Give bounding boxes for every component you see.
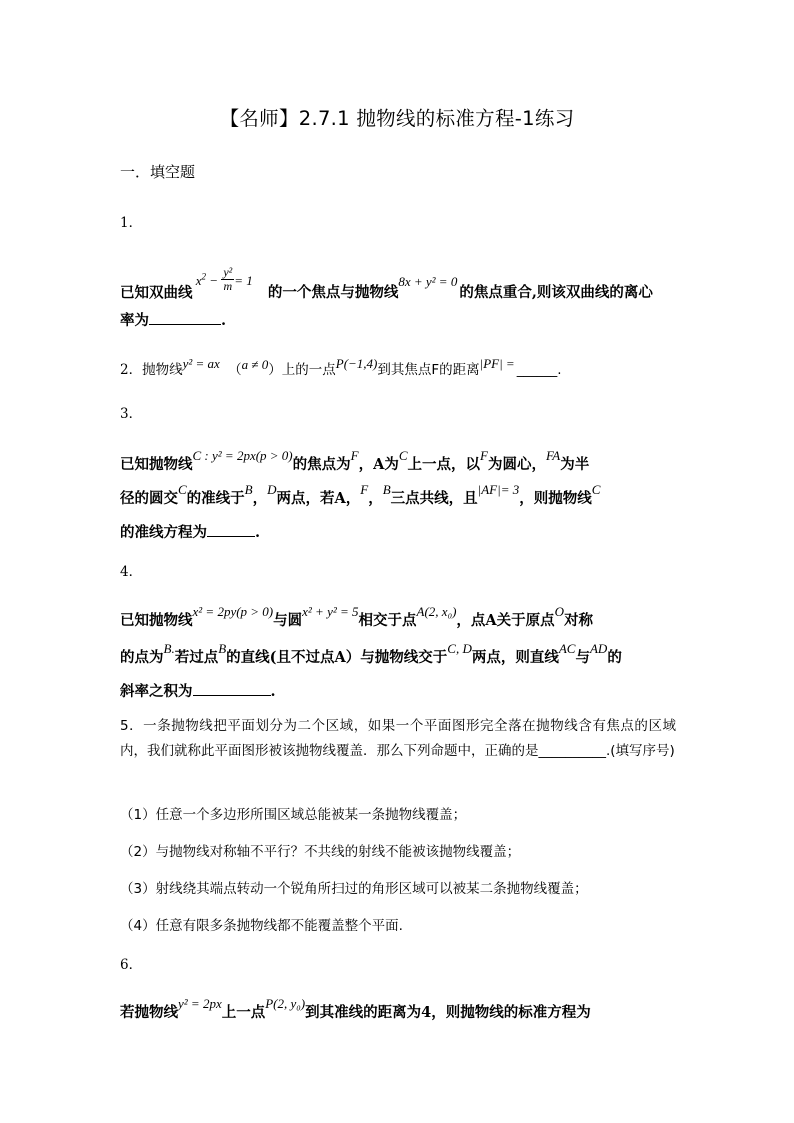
section-heading: 一．填空题	[120, 163, 196, 181]
question-5-option-1: （1）任意一个多边形所围区域总能被某一条抛物线覆盖；	[120, 807, 467, 823]
answer-blank-4[interactable]	[193, 681, 271, 696]
question-5-option-3: （3）射线绕其端点转动一个锐角所扫过的角形区域可以被某二条抛物线覆盖；	[120, 881, 588, 897]
question-6-line-1: 若抛物线y² = 2px上一点P(2, y₀)到其准线的距离为4，则抛物线的标准方程为	[120, 996, 591, 1021]
question-4-line-1: 已知抛物线x² = 2py(p > 0)与圆x² + y² = 5相交于点A(2, x₀)，点A关于原点O对称	[120, 604, 594, 629]
question-number-6: 6．	[120, 957, 143, 973]
answer-blank-1[interactable]	[149, 310, 221, 325]
question-3-line-3: 的准线方程为 .	[120, 524, 261, 541]
question-3-line-1: 已知抛物线C : y² = 2px(p > 0)的焦点为F，A为C上一点，以F为圆心，FA为半	[120, 448, 590, 473]
math-parabola: 8x + y² = 0	[398, 274, 458, 290]
question-4-line-3: 斜率之积为 .	[120, 683, 276, 700]
answer-blank-3[interactable]	[207, 522, 255, 537]
question-1-line-2: 率为 .	[120, 312, 227, 329]
question-1-line-1: 已知双曲线 $x^2$ − $\frac{\text{y²}}{m}$ = 1 的一个焦点与抛物线8x + y² = 0的焦点重合,则该双曲线的离心	[120, 264, 653, 302]
question-4-line-2: 的点为B.若过点B的直线(且不过点A）与抛物线交于C, D两点，则直线AC与AD的	[120, 641, 622, 666]
question-5-option-4: （4）任意有限多条抛物线都不能覆盖整个平面.	[120, 918, 403, 934]
question-number-3: 3．	[120, 406, 143, 422]
question-number-4: 4．	[120, 564, 143, 580]
math-hyperbola: $x^2$ −	[195, 272, 222, 289]
question-5-text: 5．一条抛物线把平面划分为二个区域，如果一个平面图形完全落在抛物线含有焦点的区域内，我们就称此平面图形被该抛物线覆盖．那么下列命题中，正确的是__________.(填写序号)	[120, 718, 676, 759]
question-2: 2．抛物线y² = ax （a ≠ 0）上的一点P(−1,4)到其焦点F的距离|PF| = ______.	[120, 356, 562, 378]
question-number-1: 1．	[120, 215, 143, 231]
question-3-line-2: 径的圆交C的准线于B，D两点，若A，F，B三点共线，且|AF|= 3，则抛物线C	[120, 482, 601, 507]
math-fraction: $\frac{\text{y²}}{m}$	[223, 264, 233, 293]
page-title: 【名师】2.7.1 抛物线的标准方程-1练习	[219, 107, 575, 130]
question-5-option-2: （2）与抛物线对称轴不平行？不共线的射线不能被该抛物线覆盖；	[120, 844, 521, 860]
